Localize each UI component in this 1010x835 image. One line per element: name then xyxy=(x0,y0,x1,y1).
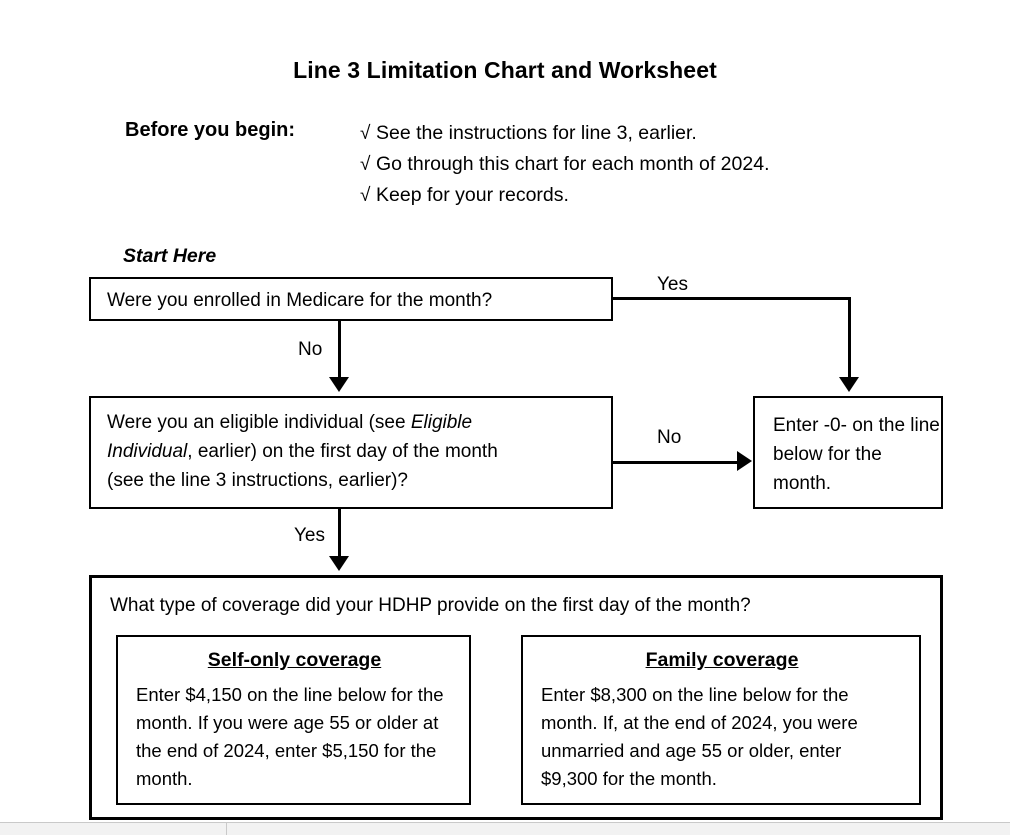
flowchart-node-medicare xyxy=(89,277,613,321)
list-item xyxy=(360,149,770,180)
flowchart-node-enter-zero xyxy=(753,396,943,509)
eligible-text-part-4: (see the line 3 instructions, earlier)? xyxy=(107,470,408,491)
coverage-option-family-heading: Family coverage xyxy=(645,649,799,671)
page-bottom-strip xyxy=(0,823,1010,835)
edge-label-medicare-no: No xyxy=(295,339,325,361)
flowchart-node-enter-zero-text: Enter -0- on the line below for the month. xyxy=(773,415,940,494)
check-icon: √ xyxy=(360,154,371,175)
check-icon: √ xyxy=(360,185,371,206)
list-item xyxy=(360,118,770,149)
list-item-text: Go through this chart for each month of 2024. xyxy=(376,153,770,175)
before-you-begin-list xyxy=(360,118,770,211)
flowchart-node-medicare-text: Were you enrolled in Medicare for the month? xyxy=(107,290,493,311)
eligible-text-part-3: , earlier) on the first day of the month xyxy=(187,441,498,462)
arrow-right-icon xyxy=(737,451,752,471)
edge-medicare-no-vertical xyxy=(338,321,341,377)
list-item-text: Keep for your records. xyxy=(376,184,569,206)
eligible-text-italic-2: Individual xyxy=(107,441,188,462)
list-item xyxy=(360,180,770,211)
page-bottom-tick xyxy=(226,823,227,835)
edge-label-medicare-yes: Yes xyxy=(654,274,691,296)
page-title: Line 3 Limitation Chart and Worksheet xyxy=(293,57,717,83)
arrow-down-icon xyxy=(839,377,859,392)
eligible-text-italic-1: Eligible xyxy=(410,412,473,433)
arrow-down-icon xyxy=(329,556,349,571)
coverage-option-self-only-body: Enter $4,150 on the line below for the month. If you were age 55 or older at the end of 2024, enter $5,150 for the month. xyxy=(136,684,444,789)
before-you-begin-label: Before you begin: xyxy=(125,119,296,141)
edge-medicare-yes-horizontal xyxy=(613,297,851,300)
edge-eligible-no-horizontal xyxy=(613,461,737,464)
coverage-question-text: What type of coverage did your HDHP provide on the first day of the month? xyxy=(110,595,751,616)
edge-medicare-yes-vertical xyxy=(848,297,851,377)
edge-eligible-yes-vertical xyxy=(338,509,341,556)
coverage-option-family xyxy=(521,635,921,805)
arrow-down-icon xyxy=(329,377,349,392)
edge-label-eligible-no: No xyxy=(654,427,684,449)
flowchart-node-coverage xyxy=(89,575,943,820)
edge-label-eligible-yes: Yes xyxy=(291,525,328,547)
start-here-label: Start Here xyxy=(123,245,217,267)
flowchart-node-eligible-individual xyxy=(89,396,613,509)
coverage-option-family-body: Enter $8,300 on the line below for the month. If, at the end of 2024, you were unmarried and age 55 or older, enter $9,300 for the month. xyxy=(541,684,858,789)
flowchart-node-eligible-individual-text xyxy=(107,408,597,495)
coverage-option-self-only xyxy=(116,635,471,805)
eligible-text-part-1: Were you an eligible individual (see xyxy=(107,412,411,433)
coverage-option-self-only-heading: Self-only coverage xyxy=(207,649,382,671)
list-item-text: See the instructions for line 3, earlier. xyxy=(376,122,697,144)
check-icon: √ xyxy=(360,123,371,144)
